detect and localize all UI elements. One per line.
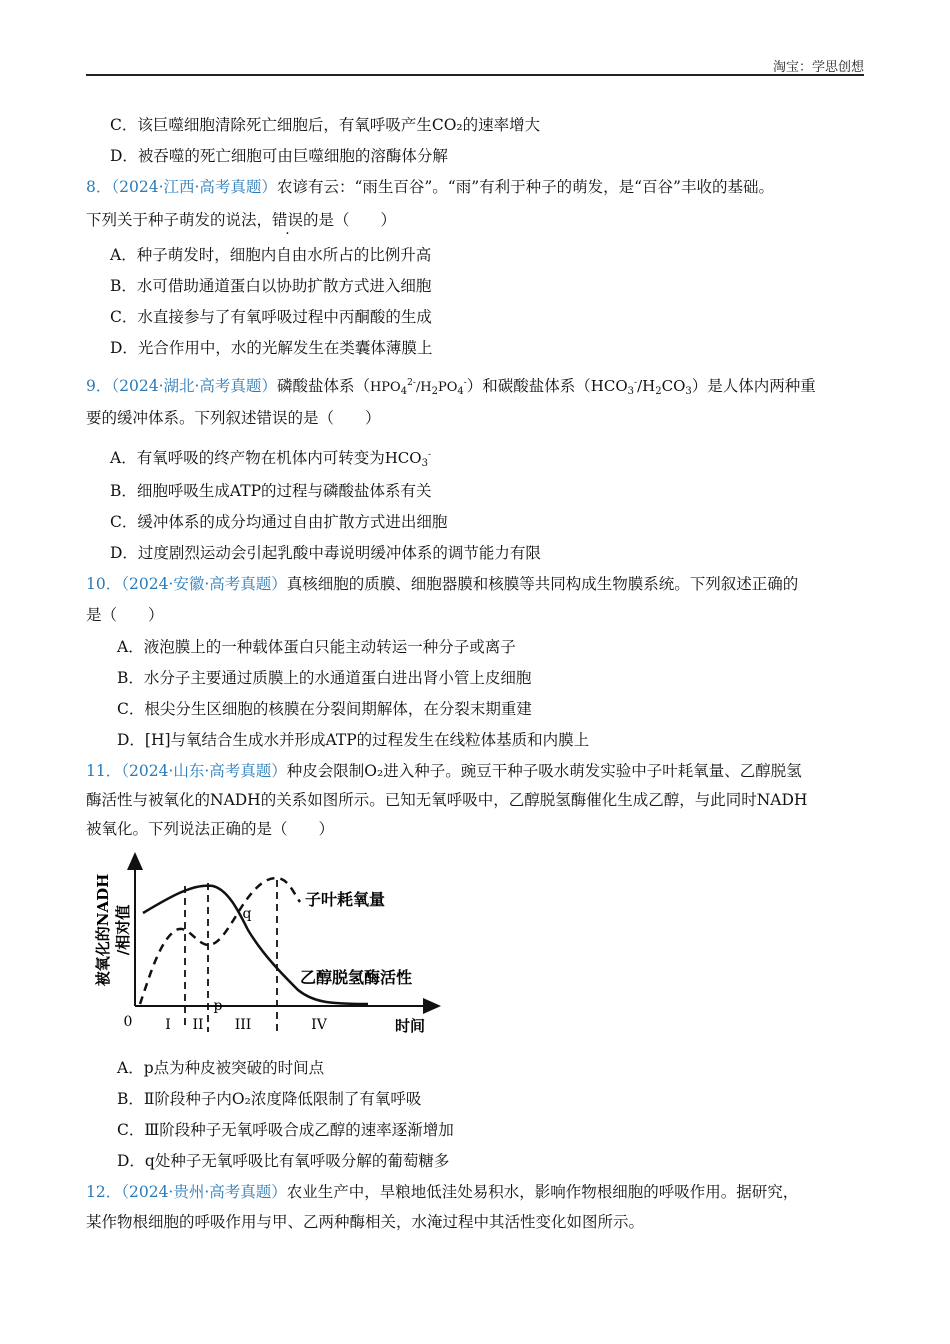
q9-option-d: D．过度剧烈运动会引起乳酸中毒说明缓冲体系的调节能力有限 [110,544,541,562]
q8-stem2c: 的是（ ） [303,211,397,229]
q10-stem-line2: 是（ ） [86,606,164,624]
q10-source: （2024·安徽·高考真题） [121,575,287,593]
q10-option-b: B．水分子主要通过质膜上的水通道蛋白进出肾小管上皮细胞 [117,669,532,687]
q9-stem [86,373,816,402]
q9-option-b: B．细胞呼吸生成ATP的过程与磷酸盐体系有关 [110,482,432,500]
q10-stem-text: 真核细胞的质膜、细胞器膜和核膜等共同构成生物膜系统。下列叙述正确的 [286,575,799,593]
chem-sub: 4 [457,386,464,397]
chem-sub: 3 [627,386,635,397]
curve-oxygen-consumption [140,878,300,1004]
chem-text: PO [437,380,458,395]
q9-stem-b: ）和碳酸盐体系（ [466,377,591,395]
chem-text: HPO [369,380,401,395]
chem-text: /H [415,380,432,395]
q10-number: 10． [86,575,122,593]
chem-sup: - [463,378,467,388]
q9-chem-carbonate [591,377,692,395]
q9-stem-a: 磷酸盐体系（ [276,377,370,395]
q8-stem-line2 [86,210,396,230]
q8-stem [86,177,774,197]
point-q-label: q [242,906,252,922]
q12-stem-line2: 某作物根细胞的呼吸作用与甲、乙两种酶相关，水淹过程中其活性变化如图所示。 [86,1213,645,1231]
chem-text: CO [661,377,686,395]
origin-label: 0 [123,1014,133,1030]
q12-stem-text: 农业生产中，旱粮地低洼处易积水，影响作物根细胞的呼吸作用。据研究， [286,1183,799,1201]
q8-source: （2024·江西·高考真题） [111,178,277,196]
q12-source: （2024·贵州·高考真题） [121,1183,287,1201]
chem-sup: - [634,378,638,388]
chem-sub: 4 [400,386,408,397]
stage-1-label: I [165,1017,171,1033]
q10-option-c: C．根尖分生区细胞的核膜在分裂间期解体，在分裂末期重建 [117,700,532,718]
chem-sup: 2- [407,378,416,388]
q11-option-a: A．p点为种皮被突破的时间点 [117,1059,325,1077]
q11-option-d: D．q处种子无氧呼吸比有氧呼吸分解的葡萄糖多 [117,1152,450,1170]
chem-text: HCO [590,377,628,395]
q7-option-c: C．该巨噬细胞清除死亡细胞后，有氧呼吸产生CO₂的速率增大 [110,116,541,134]
chem-sup: - [427,450,431,460]
q10-stem [86,574,798,594]
chem-sub: 2 [431,386,438,397]
y-axis-label-line1: 被氧化的NADH [94,873,112,987]
curve2-label: 乙醇脱氢酶活性 [300,968,413,987]
chem-sub: 3 [421,458,428,469]
q11-stem-line2: 酶活性与被氧化的NADH的关系如图所示。已知无氧呼吸中，乙醇脱氢酶催化生成乙醇，与此同时NADH [86,791,808,809]
q8-option-b: B．水可借助通道蛋白以协助扩散方式进入细胞 [110,277,432,295]
q10-option-d: D．[H]与氧结合生成水并形成ATP的过程发生在线粒体基质和内膜上 [117,731,590,749]
q11-stem [86,761,802,781]
y-axis-label-line2: /相对值 [114,904,132,956]
chem-sub: 3 [685,386,692,397]
q9-option-a-chem [385,449,431,467]
q11-stem-line3: 被氧化。下列说法正确的是（ ） [86,820,335,838]
q11-stem-text: 种皮会限制O₂进入种子。豌豆干种子吸水萌发实验中子叶耗氧量、乙醇脱氢 [286,762,802,780]
q11-number: 11． [86,762,122,780]
page-header [86,56,864,76]
q9-source: （2024·湖北·高考真题） [111,377,277,395]
q12-number: 12． [86,1183,122,1201]
q7-option-d: D．被吞噬的死亡细胞可由巨噬细胞的溶酶体分解 [110,147,448,165]
chem-sub: 2 [655,386,662,397]
q10-option-a: A．液泡膜上的一种载体蛋白只能主动转运一种分子或离子 [117,638,516,656]
q9-number: 9． [86,377,112,395]
q11-option-c: C．Ⅲ阶段种子无氧呼吸合成乙醇的速率逐渐增加 [117,1121,454,1139]
q8-option-a: A．种子萌发时，细胞内自由水所占的比例升高 [110,246,432,264]
stage-2-label: II [192,1017,204,1033]
q8-option-d: D．光合作用中，水的光解发生在类囊体薄膜上 [110,339,433,357]
header-text: 淘宝：学思创想 [772,60,864,75]
stage-3-label: III [234,1017,252,1033]
q9-option-a-text: A．有氧呼吸的终产物在机体内可转变为 [110,449,385,467]
q11-source: （2024·山东·高考真题） [121,762,287,780]
stage-4-label: IV [311,1017,327,1033]
q9-option-a [110,445,431,474]
q9-chem-phosphate [370,380,467,395]
q8-number: 8． [86,178,112,196]
point-p-label: p [213,998,223,1014]
q11-option-b: B．Ⅱ阶段种子内O₂浓度降低限制了有氧呼吸 [117,1090,422,1108]
q8-emphasis: 错误 [272,211,304,229]
q8-stem-text: 农谚有云：“雨生百谷”。“雨”有利于种子的萌发，是“百谷”丰收的基础。 [276,178,774,196]
q12-stem [86,1182,798,1202]
q8-stem2a: 下列关于种子萌发的说法， [86,211,273,229]
q9-option-c: C．缓冲体系的成分均通过自由扩散方式进出细胞 [110,513,448,531]
x-axis-label: 时间 [394,1017,426,1035]
chem-text: HCO [384,449,422,467]
q11-figure [88,850,448,1040]
q9-stem-line2: 要的缓冲体系。下列叙述错误的是（ ） [86,409,381,427]
chem-text: /H [637,377,656,395]
curve1-label: 子叶耗氧量 [305,890,386,909]
q8-option-c: C．水直接参与了有氧呼吸过程中丙酮酸的生成 [110,308,432,326]
q9-stem-c: ）是人体内两种重 [691,377,816,395]
